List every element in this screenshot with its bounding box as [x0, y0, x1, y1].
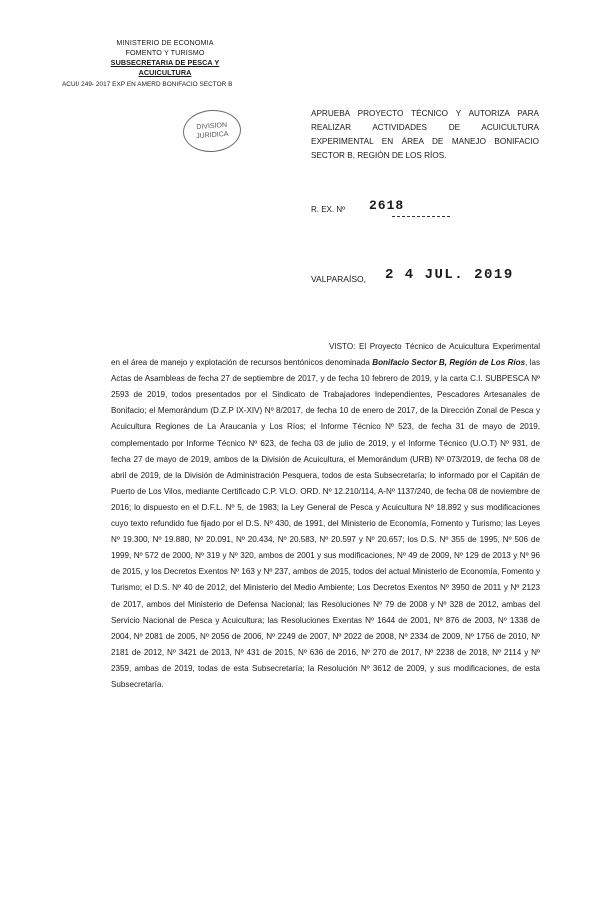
division-stamp — [182, 108, 243, 154]
date-stamp: 2 4 JUL. 2019 — [385, 267, 514, 283]
resolution-label: R. EX. Nº — [311, 205, 346, 214]
place-label: VALPARAÍSO, — [311, 274, 366, 284]
file-reference: ACUI/ 249- 2017 EXP EN AMERD BONIFACIO SECTOR B — [62, 81, 233, 88]
visto-emphasis: Bonifacio Sector B, Región de Los Ríos — [372, 358, 526, 368]
ministry-name: MINISTERIO DE ECONOMIA — [116, 38, 214, 47]
ministry-name-line2: FOMENTO Y TURISMO — [125, 48, 205, 57]
resolution-number: 2618 — [369, 198, 405, 213]
resolution-title: APRUEBA PROYECTO TÉCNICO Y AUTORIZA PARA REALIZAR ACTIVIDADES DE ACUICULTURA EXPERIMENTAL EN ÁREA DE MANEJO BONIFACIO SECTOR B, REGIÓN DE LOS RÍOS. — [311, 109, 539, 160]
visto-paragraph — [111, 339, 540, 693]
subsecretaria-name: SUBSECRETARIA DE PESCA Y ACUICULTURA — [110, 58, 220, 77]
visto-rest: , las Actas de Asambleas de fecha 27 de septiembre de 2017, y de fecha 10 febrero de 2019, y la carta C.I. SUBPESCA Nº 2593 de 2019, todos presentados por el Sindicato de Trabajadores Independientes, Pescadores Artesanales de Bonifacio; el Memorándum (D.Z.P IX-XIV) Nº 8/2017, de fecha 10 de enero de 2017, de la Dirección Zonal de Pesca y Acuicultura Regiones de La Araucanía y Los Ríos; el Informe Técnico Nº 523, de fecha 31 de mayo de 2019, complementado por Informe Técnico Nº 623, de fecha 03 de julio de 2019, y el Informe Técnico (U.O.T) Nº 931, de fecha 27 de mayo de 2019, ambos de la División de Acuicultura, el Memorándum (URB) Nº 073/2019, de fecha 08 de abril de 2019, de la División de Administración Pesquera, todos de esta Subsecretaría; lo informado por el Capitán de Puerto de Los Vilos, mediante Certificado C.P. VLO. ORD. Nº 12.210/114, A-Nº 1137/240, de fecha 08 de noviembre de 2016; lo dispuesto en el D.F.L. Nº 5, de 1983; la Ley General de Pesca y Acuicultura Nº 18.892 y sus modificaciones cuyo texto refundido fue fijado por el D.S. Nº 430, de 1991, del Ministerio de Economía, Fomento y Turismo; las Leyes Nº 19.300, Nº 19.880, Nº 20.091, Nº 20.434, Nº 20.583, Nº 20.597 y Nº 20.657; los D.S. Nº 355 de 1995, Nº 506 de 1999, Nº 572 de 2000, Nº 319 y Nº 320, ambos de 2001 y sus modificaciones, Nº 49 de 2009, Nº 129 de 2013 y Nº 96 de 2015, y los Decretos Exentos Nº 163 y Nº 237, ambos de 2015, todos del actual Ministerio de Economía, Fomento y Turismo; el D.S. Nº 40 de 2012, del Ministerio del Medio Ambiente; Los Decretos Exentos Nº 3950 de 2011 y Nº 2123 de 2017, ambos del Ministerio de Defensa Nacional; las Resoluciones Nº 79 de 2008 y Nº 328 de 2012, ambas del Servicio Nacional de Pesca y Acuicultura; las Resoluciones Exentas Nº 1644 de 2001, Nº 876 de 2003, Nº 1338 de 2004, Nº 2081 de 2005, Nº 2056 de 2006, Nº 2249 de 2007, Nº 2022 de 2008, Nº 2334 de 2009, Nº 1756 de 2010, Nº 2181 de 2012, Nº 3421 de 2013, Nº 431 de 2015, Nº 636 de 2016, Nº 270 de 2017, Nº 2238 de 2018, Nº 2114 y Nº 2359, ambas de 2019, todas de esta Subsecretaría; la Resolución Nº 3612 de 2009, y sus modificaciones, de esta Subsecretaría. — [111, 358, 540, 689]
ministry-header — [90, 38, 240, 78]
visto-lead: VISTO: El Proyecto Técnico de Acuicultura Experimental en el área de manejo y explotación de recursos bentónicos denominada — [111, 342, 540, 368]
stamp-line2: JURIDICA — [195, 130, 229, 141]
resolution-underline — [392, 216, 450, 217]
stamp-line1: DIVISION — [196, 121, 228, 132]
